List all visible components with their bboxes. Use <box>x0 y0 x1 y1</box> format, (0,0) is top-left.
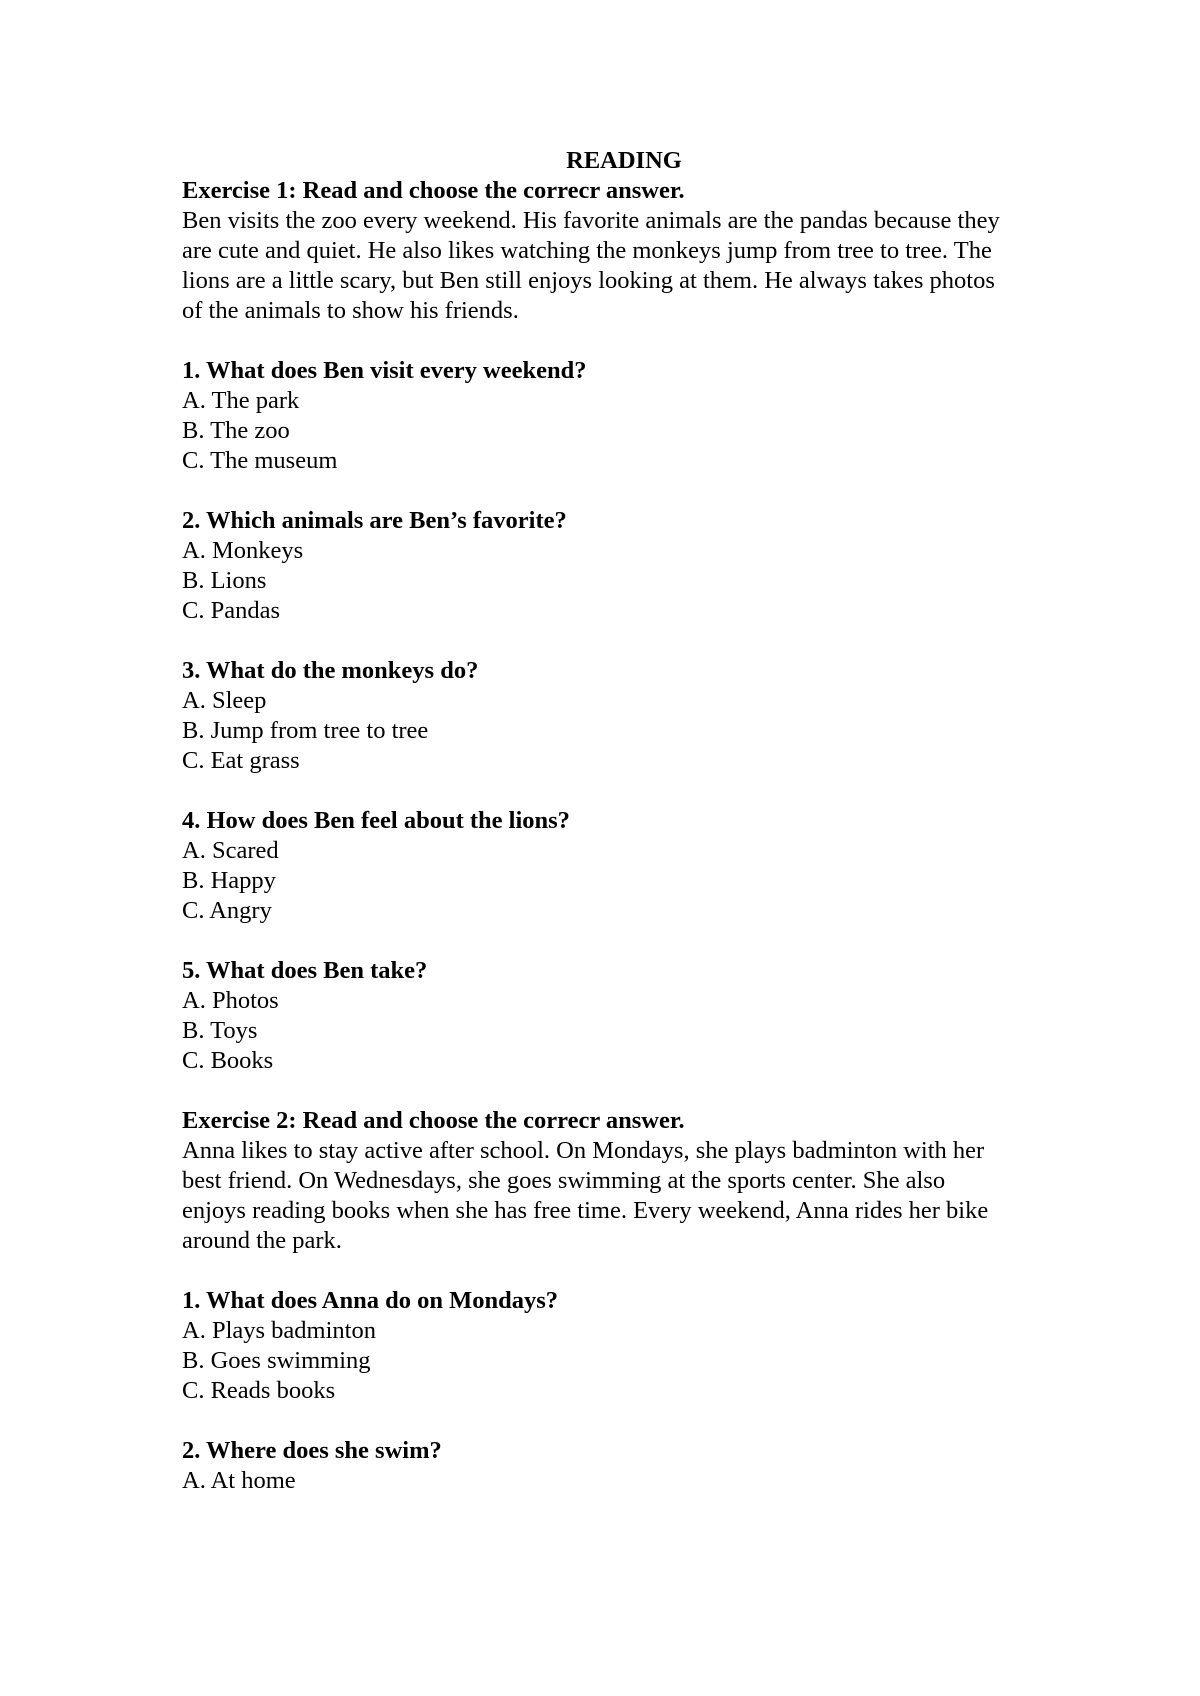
question-text: 1. What does Anna do on Mondays? <box>182 1287 559 1314</box>
answer-option: C. Reads books <box>182 1377 336 1404</box>
question <box>182 1286 1042 1406</box>
answer-option: B. Happy <box>182 867 276 894</box>
question-text: 2. Which animals are Ben’s favorite? <box>182 507 567 534</box>
exercise-2-passage: Anna likes to stay active after school. On Mondays, she plays badminton with her best friend. On Wednesdays, she goes swimming at the sports center. She also enjoys reading books when she has free time. Every weekend, Anna rides her bike around the park. <box>182 1137 989 1254</box>
question <box>182 506 1042 626</box>
answer-option: C. Angry <box>182 897 272 924</box>
answer-option: A. At home <box>182 1467 296 1494</box>
answer-option: A. Sleep <box>182 687 267 714</box>
question-text: 3. What do the monkeys do? <box>182 657 479 684</box>
answer-option: C. The museum <box>182 447 338 474</box>
exercise-2-heading: Exercise 2: Read and choose the correcr answer. <box>182 1107 685 1134</box>
exercise-1-passage: Ben visits the zoo every weekend. His favorite animals are the pandas because they are cute and quiet. He also likes watching the monkeys jump from tree to tree. The lions are a little scary, but Ben still enjoys looking at them. He always takes photos of the animals to show his friends. <box>182 207 1000 324</box>
answer-option: C. Pandas <box>182 597 280 624</box>
answer-option: C. Eat grass <box>182 747 300 774</box>
question-text: 5. What does Ben take? <box>182 957 428 984</box>
question <box>182 356 1042 476</box>
question <box>182 956 1042 1076</box>
question <box>182 656 1042 776</box>
question-text: 2. Where does she swim? <box>182 1437 442 1464</box>
exercise-1 <box>182 176 1042 1076</box>
answer-option: B. Jump from tree to tree <box>182 717 429 744</box>
answer-option: B. Toys <box>182 1017 258 1044</box>
worksheet-page <box>182 146 1042 1496</box>
exercise-1-heading: Exercise 1: Read and choose the correcr answer. <box>182 177 685 204</box>
exercise-2 <box>182 1106 1042 1496</box>
question <box>182 806 1042 926</box>
answer-option: C. Books <box>182 1047 274 1074</box>
question-text: 1. What does Ben visit every weekend? <box>182 357 587 384</box>
answer-option: A. Monkeys <box>182 537 304 564</box>
answer-option: B. Goes swimming <box>182 1347 371 1374</box>
answer-option: A. Scared <box>182 837 279 864</box>
page-title: READING <box>566 147 682 174</box>
answer-option: A. Photos <box>182 987 279 1014</box>
answer-option: A. The park <box>182 387 300 414</box>
answer-option: B. The zoo <box>182 417 290 444</box>
question <box>182 1436 1042 1496</box>
answer-option: B. Lions <box>182 567 267 594</box>
answer-option: A. Plays badminton <box>182 1317 376 1344</box>
question-text: 4. How does Ben feel about the lions? <box>182 807 570 834</box>
